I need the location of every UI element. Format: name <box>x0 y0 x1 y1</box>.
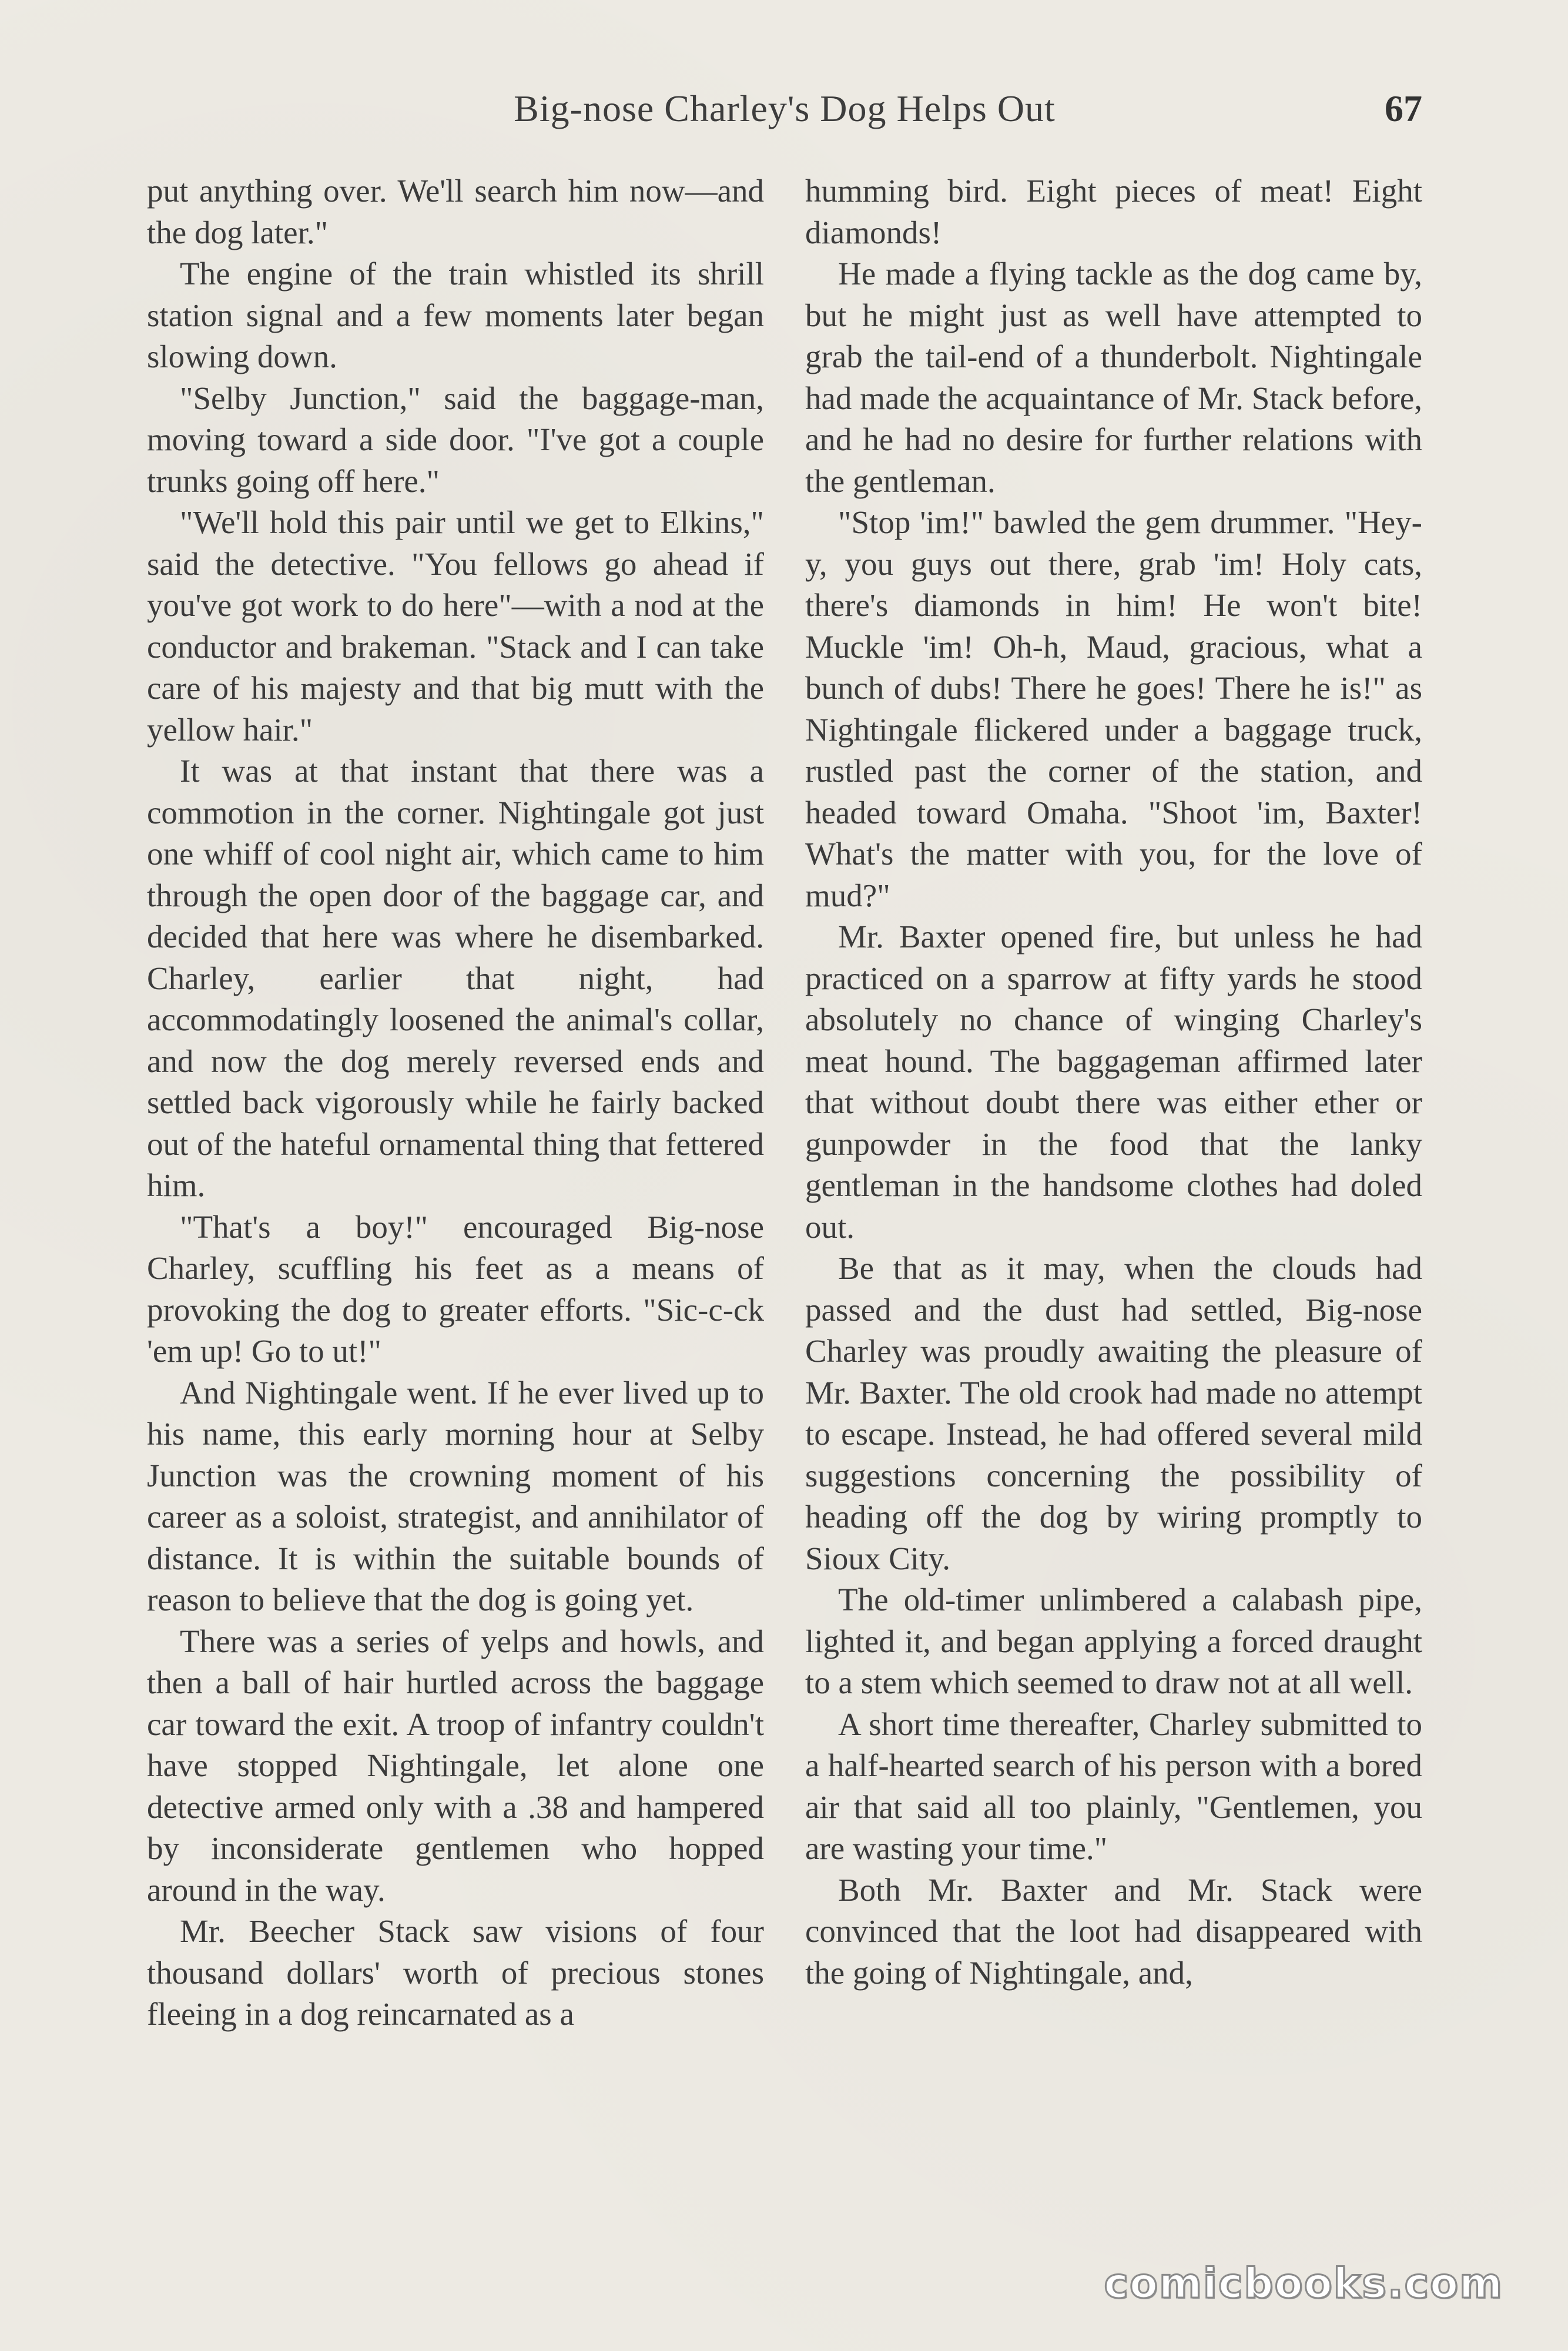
page-header <box>147 87 1422 152</box>
left-column <box>147 170 764 2035</box>
running-title: Big-nose Charley's Dog Helps Out <box>514 88 1056 129</box>
paragraph: Mr. Beecher Stack saw visions of four thousand dollars' worth of precious stones fleeing in a dog reincarnated as a <box>147 1913 764 2032</box>
paragraph: Both Mr. Baxter and Mr. Stack were convinced that the loot had disappeared with the going of Nightingale, and, <box>805 1871 1422 1991</box>
paragraph: humming bird. Eight pieces of meat! Eight diamonds! <box>805 173 1422 250</box>
paragraph: Be that as it may, when the clouds had passed and the dust had settled, Big-nose Charley was proudly awaiting the pleasure of Mr. Baxter. The old crook had made no attempt to escape. Instead, he had offered several mild suggestions concerning the possibility of heading off the dog by wiring promptly to Sioux City. <box>805 1250 1422 1576</box>
paragraph: He made a flying tackle as the dog came by, but he might just as well have attempted to grab the tail-end of a thunderbolt. Nightingale had made the acquaintance of Mr. Stack before, and he had no desire for further relations with the gentleman. <box>805 256 1422 499</box>
paragraph: "Stop 'im!" bawled the gem drummer. "Hey-y, you guys out there, grab 'im! Holy cats, there's diamonds in him! He won't bite! Muckle 'im! Oh-h, Maud, gracious, what a bunch of dubs! There he goes! There he is!" as Nightingale flickered under a baggage truck, rustled past the corner of the station, and headed toward Omaha. "Shoot 'im, Baxter! What's the matter with you, for the love of mud?" <box>805 504 1422 913</box>
paragraph: A short time thereafter, Charley submitted to a half-hearted search of his person with a bored air that said all too plainly, "Gentlemen, you are wasting your time." <box>805 1706 1422 1866</box>
paragraph: And Nightingale went. If he ever lived up to his name, this early morning hour at Selby Junction was the crowning moment of his career as a soloist, strategist, and annihilator of distance. It is within the suitable bounds of reason to believe that the dog is going yet. <box>147 1374 764 1617</box>
watermark <box>1104 2248 1503 2319</box>
paragraph: "Selby Junction," said the baggage-man, moving toward a side door. "I've got a couple trunks going off here." <box>147 380 764 499</box>
paragraph: "We'll hold this pair until we get to Elkins," said the detective. "You fellows go ahead if you've got work to do here"—with a nod at the conductor and brakeman. "Stack and I can take care of his majesty and that big mutt with the yellow hair." <box>147 504 764 748</box>
page-number: 67 <box>1385 88 1422 129</box>
paragraph: It was at that instant that there was a commotion in the corner. Nightingale got just one whiff of cool night air, which came to him through the open door of the baggage car, and decided that here was where he disembarked. Charley, earlier that night, had accommodatingly loosened the animal's collar, and now the dog merely reversed ends and settled back vigorously while he fairly backed out of the hateful ornamental thing that fettered him. <box>147 753 764 1203</box>
paragraph: Mr. Baxter opened fire, but unless he had practiced on a sparrow at fifty yards he stood absolutely no chance of winging Charley's meat hound. The baggageman affirmed later that without doubt there was either ether or gunpowder in the food that the lanky gentleman in the handsome clothes had doled out. <box>805 919 1422 1245</box>
paragraph: put anything over. We'll search him now—and the dog later." <box>147 173 764 250</box>
right-column <box>805 170 1422 1994</box>
paragraph: There was a series of yelps and howls, and then a ball of hair hurtled across the baggage car toward the exit. A troop of infantry couldn't have stopped Nightingale, let alone one detective armed only with a .38 and hampered by inconsiderate gentlemen who hopped around in the way. <box>147 1623 764 1908</box>
paragraph: The old-timer unlimbered a calabash pipe, lighted it, and began applying a forced draught to a stem which seemed to draw not at all well. <box>805 1582 1422 1700</box>
paragraph: The engine of the train whistled its shrill station signal and a few moments later began slowing down. <box>147 256 764 374</box>
watermark-text: comicbooks.com <box>1104 2259 1503 2308</box>
paragraph: "That's a boy!" encouraged Big-nose Charley, scuffling his feet as a means of provoking the dog to greater efforts. "Sic-c-ck 'em up! Go to ut!" <box>147 1208 764 1369</box>
